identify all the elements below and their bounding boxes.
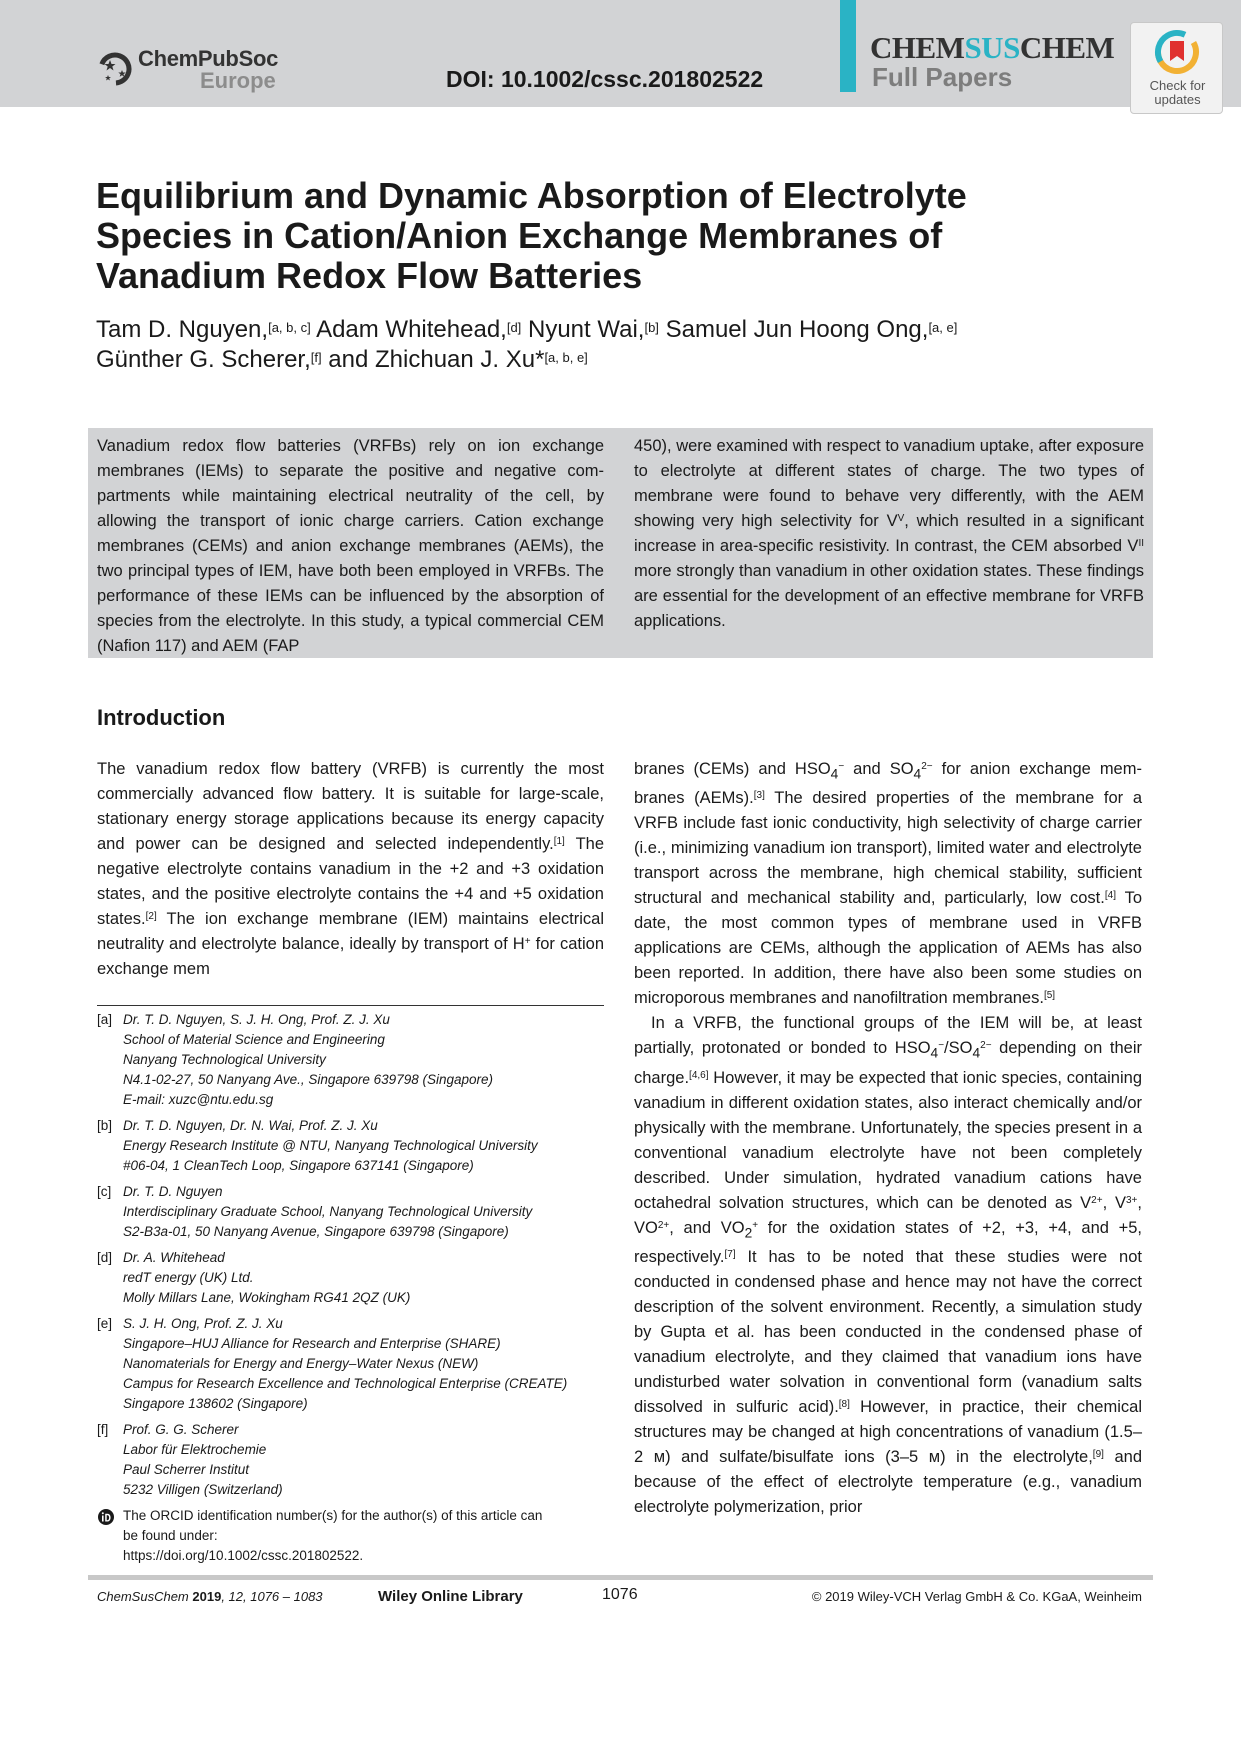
body-paragraph [634,757,1142,1011]
subscript: 4 [913,766,922,782]
orcid-note [97,1506,604,1566]
orcid-icon [98,1509,114,1525]
journal-name-prefix: CHEM [870,30,965,65]
body-span: However, it may be expected that ionic species, containing vanadium in different oxidation states, also interact chemically and/or physically with the membrane. Unfortunately, the species present in a conventional vanadium electrolyte have not been completely described. Under simulation, hydrated vanadium cations have octahedral solvation structures, which can be denoted as V [634,1068,1142,1212]
affiliation-line: Dr. T. D. Nguyen, S. J. H. Ong, Prof. Z. J. Xu [123,1012,390,1027]
footer-rule [88,1575,1153,1580]
abstract-span: 450), were examined with respect to vanadium uptake, after exposure to electrolyte at different states of charge. The two types of membrane were found to behave very differently, with the AEM showing very high selectivity for V [634,437,1144,530]
body-span: The desired properties of the membrane for a VRFB include fast ionic conductivity, high selectivity of charge carrier (i.e., minimizing vanadium ion transport), limited water and electrolyte transport across the membrane, high chemical stability, sufficient structural and mechanical stability and, particularly, low cost. [634,789,1142,908]
article-title: Equilibrium and Dynamic Absorption of Electrolyte Species in Cation/Anion Exchange Membranes of Vanadium Redox Flow Batteries [96,175,967,296]
publisher-name: ChemPubSoc [138,46,279,71]
charge-sup: 2+ [657,1219,670,1231]
body-span: and because of the effect of electrolyte temperature (e.g., vanadium electrolyte polymerization, prior [634,1447,1142,1516]
doi-label[interactable]: DOI: 10.1002/cssc.201802522 [446,66,764,92]
body-paragraph [634,1011,1142,1520]
affiliation-line: Paul Scherrer Institut [123,1462,250,1477]
subscript: 4 [930,1045,939,1061]
citation-ref[interactable]: [5] [1043,990,1056,1002]
affiliation-line: Interdisciplinary Graduate School, Nanyang Technological University [123,1204,533,1219]
charge-sup: 3+ [1126,1194,1138,1206]
footer-journal: ChemSusChem [97,1589,189,1604]
author-list [96,315,1076,375]
subscript: 2 [744,1224,753,1240]
author-name: Nyunt Wai, [527,316,645,343]
author-affiliation-ref: [b] [644,320,659,335]
abstract-text-right [634,434,1144,634]
affiliation-line: Prof. G. G. Scherer [123,1422,239,1437]
body-span: To date, the most common types of membrane used in VRFB applications are CEMs, although the application of AEMs has also been reported. In addition, there have also been some studies on microporous membranes and nanofiltration membranes. [634,889,1142,1008]
affiliation-line: #06-04, 1 CleanTech Loop, Singapore 637141 (Singapore) [123,1158,474,1173]
affiliation-item [97,1116,604,1176]
charge-sup: 2− [921,761,933,772]
page-number: 1076 [602,1586,638,1603]
body-span: for the oxidation states of +2, +3, +4, and +5, respectively. [634,1218,1142,1266]
affiliation-item [97,1420,604,1500]
orcid-text-line: be found under: [123,1528,218,1543]
oxidation-state-sup: II [1138,538,1144,549]
body-column-left [97,757,604,982]
body-span: The negative electrolyte contains vanadium in the +2 and +3 oxidation states, and the positive electrolyte contains the +4 and +5 oxidation states. [97,835,605,928]
check-for-updates-icon [1154,29,1200,75]
body-span: In a VRFB, the functional groups of the IEM will be, at least partially, protonated or bonded to HSO [634,1014,1142,1058]
affiliation-line: N4.1-02-27, 50 Nanyang Ave., Singapore 639798 (Singapore) [123,1072,494,1087]
subscript: 4 [972,1045,981,1061]
affiliation-line: Molly Millars Lane, Wokingham RG41 2QZ (UK) [123,1290,411,1305]
check-for-updates-button[interactable] [1130,22,1223,114]
affiliation-line: Dr. A. Whitehead [123,1250,225,1265]
author-name: and Zhichuan J. Xu* [328,346,545,373]
charge-sup: 2− [980,1040,992,1052]
affiliation-line: Nanyang Technological University [123,1052,326,1067]
citation-ref[interactable]: [9] [1092,1448,1104,1460]
affiliations-list [97,1010,604,1566]
check-for-updates-label [1131,79,1224,107]
body-span: , VO [634,1193,1142,1237]
affiliation-line: Dr. T. D. Nguyen, Dr. N. Wai, Prof. Z. J. Xu [123,1118,378,1133]
affiliation-line: S. J. H. Ong, Prof. Z. J. Xu [123,1316,283,1331]
body-span: , and VO [669,1218,745,1237]
citation-ref[interactable]: [4,6] [689,1069,709,1081]
author-name: Tam D. Nguyen, [96,316,269,343]
journal-name-suffix: CHEM [1019,30,1115,65]
author-affiliation-ref: [a, e] [928,320,958,335]
author-name: Adam Whitehead, [316,316,507,343]
article-type: Full Papers [872,62,1013,92]
affiliation-item [97,1182,604,1242]
check-updates-line2: updates [1154,92,1201,107]
body-paragraph [97,757,604,982]
abstract-span: , which resulted in a significant increase in area-specific resistivity. In contrast, the CEM absorbed V [634,512,1145,555]
charge-sup: + [524,936,531,947]
body-span: The ion exchange membrane (IEM) maintains electrical neutrality and electrolyte balance, ideally by transport of H [97,910,604,953]
affiliation-line: Nanomaterials for Energy and Energy–Water Nexus (NEW) [123,1356,479,1371]
affiliation-item [97,1314,604,1414]
abstract-text-left: Vanadium redox flow batteries (VRFBs) rely on ion exchange membranes (IEMs) to separate the positive and negative compartments while maintaining electrical neutrality of the cell, by allowing the transport of ionic charge carriers. Cation exchange membranes (CEMs) and anion exchange membranes (AEMs), the two principal types of IEM, have both been employed in VRFBs. The performance of these IEMs can be influenced by the absorption of species from the electrolyte. In this study, a typical commercial CEM (Nafion 117) and AEM (FAP [97,437,604,655]
body-span: However, in practice, their chemical structures may be changed at high concentrations of vanadium (1.5–2 м) and sulfate/bisulfate ions (3–5 м) in the electrolyte, [634,1397,1142,1466]
accent-bar [840,0,856,92]
orcid-text-line: The ORCID identification number(s) for the author(s) of this article can [123,1508,543,1523]
affiliation-tag: [b] [97,1118,113,1133]
footer-volume: 12 [228,1589,244,1604]
affiliation-line: 5232 Villigen (Switzerland) [123,1482,283,1497]
affiliation-line: Energy Research Institute @ NTU, Nanyang Technological University [123,1138,538,1153]
citation-ref[interactable]: [7] [724,1248,736,1260]
journal-name [870,30,1114,66]
footnote-separator [97,1005,604,1006]
oxidation-state-sup: V [897,513,905,524]
body-span: The vanadium redox flow battery (VRFB) is currently the most commercially advanced flow battery. It is suitable for large-scale, stationary energy storage applications because its energy capacity and power can be designed and selected independently. [97,760,604,853]
affiliation-line: S2-B3a-01, 50 Nanyang Avenue, Singapore 639798 (Singapore) [123,1224,509,1239]
journal-name-mid: SUS [964,30,1020,65]
affiliation-line: Labor für Elektrochemie [123,1442,267,1457]
citation-ref[interactable]: [3] [753,790,765,802]
affiliation-email[interactable]: E-mail: xuzc@ntu.edu.sg [123,1092,274,1107]
chempubsoc-logo-icon [96,48,138,90]
author-name: Samuel Jun Hoong Ong, [665,316,929,343]
abstract-span: more strongly than vanadium in other oxidation states. These findings are essential for the development of an effective membrane for VRFB applications. [634,562,1144,630]
citation-ref[interactable]: [1] [553,836,565,847]
affiliation-line: Dr. T. D. Nguyen [123,1184,223,1199]
affiliation-line: School of Material Science and Engineering [123,1032,385,1047]
check-updates-line1: Check for [1149,78,1206,93]
author-affiliation-ref: [a, b, e] [544,350,588,365]
affiliation-line: Singapore 138602 (Singapore) [123,1396,308,1411]
affiliation-tag: [a] [97,1012,113,1027]
body-span: It has to be noted that these studies were not conducted in condensed phase and hence may not have the correct description of the solvent environment. Recently, a simulation study by Gupta et al. has been conducted in the condensed phase of vanadium electrolyte, and they claimed that vanadium ions have undisturbed water solvation in conventional form (vanadium salts dissolved in sulfuric acid). [634,1247,1142,1416]
author-name: Günther G. Scherer, [96,346,311,373]
citation-ref[interactable]: [8] [838,1398,850,1410]
section-heading-introduction: Introduction [97,705,226,730]
affiliation-tag: [c] [97,1184,112,1199]
body-span: and SO [844,760,914,778]
subscript: 4 [830,766,839,782]
orcid-link[interactable]: https://doi.org/10.1002/cssc.201802522. [123,1548,364,1563]
body-span: branes (CEMs) and HSO [634,760,831,778]
charge-sup: 2+ [1091,1194,1103,1206]
footer-citation: ChemSusChem 2019, 12, 1076 – 1083 [97,1589,323,1604]
publisher-logo [96,44,296,94]
publisher-region: Europe [200,68,276,93]
charge-sup: + [752,1219,759,1231]
footer-pages: , 1076 – 1083 [243,1589,323,1604]
citation-ref[interactable]: [4] [1104,890,1116,902]
author-affiliation-ref: [f] [310,350,322,365]
wiley-online-library-link[interactable]: Wiley Online Library [378,1588,523,1605]
body-span: depending on their charge. [634,1039,1142,1087]
copyright: © 2019 Wiley-VCH Verlag GmbH & Co. KGaA, Weinheim [811,1589,1142,1604]
citation-ref[interactable]: [2] [145,911,157,922]
affiliation-item [97,1248,604,1308]
author-affiliation-ref: [a, b, c] [268,320,311,335]
body-span: for anion exchange membranes (AEMs). [634,760,1142,808]
body-span: for cation exchange mem [97,935,604,978]
affiliation-line: Singapore–HUJ Alliance for Research and Enterprise (SHARE) [123,1336,501,1351]
affiliation-tag: [e] [97,1316,113,1331]
body-span: /SO [944,1039,973,1058]
body-column-right [634,757,1142,1520]
affiliation-tag: [d] [97,1250,113,1265]
body-span: , V [1102,1193,1126,1212]
footer-year: 2019 [192,1589,222,1604]
affiliation-item [97,1010,604,1110]
affiliation-line: redT energy (UK) Ltd. [123,1270,254,1285]
affiliation-tag: [f] [97,1422,109,1437]
affiliation-line: Campus for Research Excellence and Technological Enterprise (CREATE) [123,1376,568,1391]
abstract-box [88,428,1153,658]
author-affiliation-ref: [d] [506,320,522,335]
charge-sup: − [938,1040,945,1052]
charge-sup: − [838,761,845,772]
